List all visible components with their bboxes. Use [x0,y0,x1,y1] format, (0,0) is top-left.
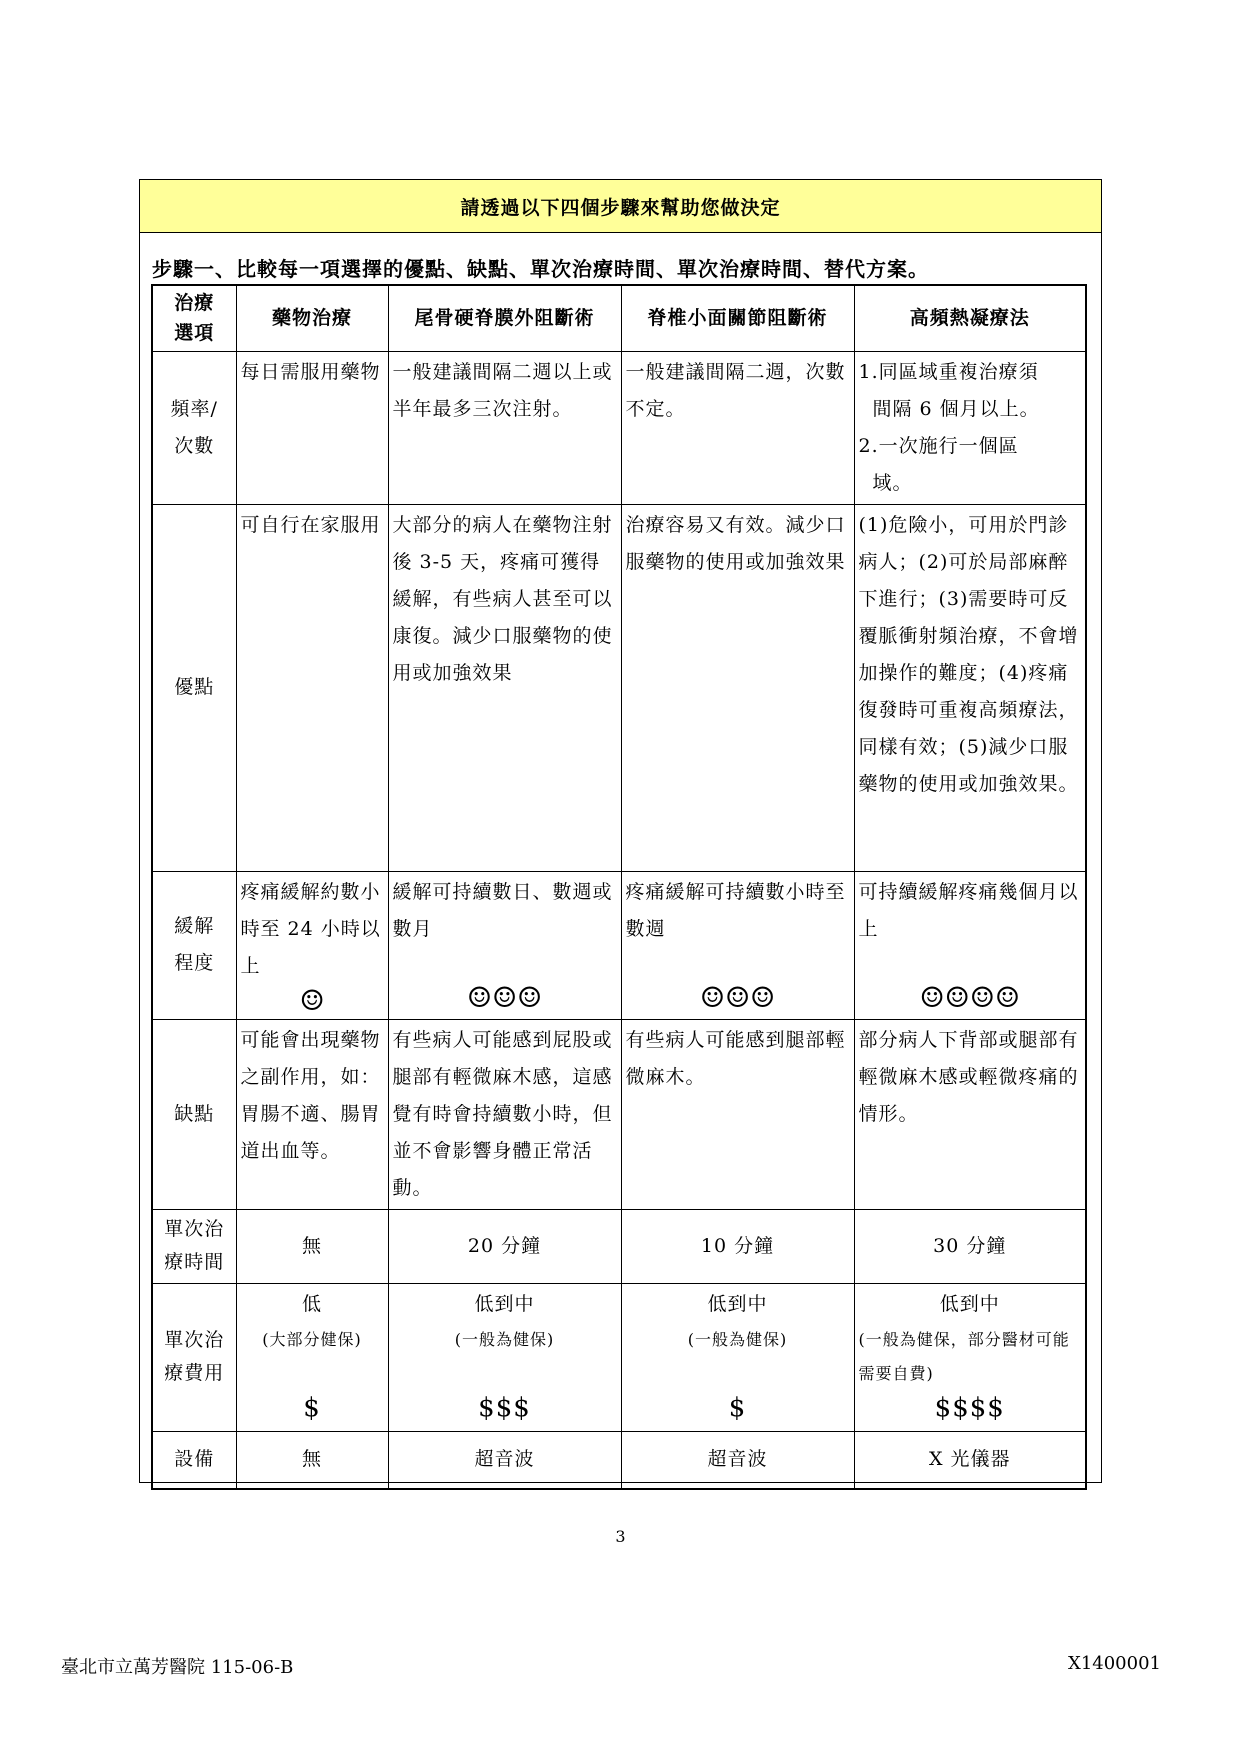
row-relief [152,871,1086,1019]
cost-caudal [388,1283,621,1431]
header-caudal-epidural: 尾骨硬脊膜外阻斷術 [388,285,621,351]
footer-hospital: 臺北市立萬芳醫院 115-06-B [61,1657,294,1678]
row-frequency-label [152,351,236,504]
comparison-table [151,284,1087,1490]
header-row [152,285,1086,351]
time-rf: 30 分鐘 [854,1209,1086,1283]
relief-caudal-smile-icon: ☺☺☺ [466,980,543,1014]
disadvantages-facet: 有些病人可能感到腿部輕微麻木。 [621,1019,854,1209]
relief-facet-text: 疼痛緩解可持續數小時至數週 [625,880,846,940]
row-cost [152,1283,1086,1431]
frequency-caudal: 一般建議間隔二週以上或半年最多三次注射。 [388,351,621,504]
frequency-rf-item2: 2.一次施行一個區 [858,434,1019,457]
advantages-rf: (1)危險小，可用於門診病人；(2)可於局部麻醉下進行；(3)需要時可反覆脈衝射頻治療，不會增加操作的難度；(4)疼痛復發時可重複高頻療法，同樣有效；(5)減少口服藥物的使用或加強效果。 [854,504,1086,871]
header-radiofrequency: 高頻熱凝療法 [854,285,1086,351]
cost-rf-dollar-icon: $$$$ [934,1392,1005,1423]
disadvantages-caudal: 有些病人可能感到屁股或腿部有輕微麻木感，這感覺有時會持續數小時，但並不會影響身體正常活動。 [388,1019,621,1209]
row-equipment-label: 設備 [152,1431,236,1489]
row-frequency [152,351,1086,504]
row-advantages [152,504,1086,871]
cost-medication-note: (大部分健保) [262,1329,362,1349]
cost-facet [621,1283,854,1431]
time-facet: 10 分鐘 [621,1209,854,1283]
cost-caudal-dollar-icon: $$$ [478,1392,531,1423]
relief-medication [236,871,388,1019]
header-facet-block: 脊椎小面關節阻斷術 [621,285,854,351]
header-medication: 藥物治療 [236,285,388,351]
cost-caudal-level: 低到中 [474,1292,535,1315]
row-frequency-label-1: 頻率/ [170,397,218,420]
relief-medication-text: 疼痛緩解約數小時至 24 小時以上 [240,880,381,977]
row-cost-label: 單次治療費用 [152,1283,236,1431]
advantages-caudal: 大部分的病人在藥物注射後 3-5 天，疼痛可獲得緩解，有些病人甚至可以康復。減少口服藥物的使用或加強效果 [388,504,621,871]
advantages-medication: 可自行在家服用 [236,504,388,871]
disadvantages-rf: 部分病人下背部或腿部有輕微麻木感或輕微疼痛的情形。 [854,1019,1086,1209]
frequency-rf-item2b: 域。 [872,471,913,494]
relief-rf [854,871,1086,1019]
equipment-facet: 超音波 [621,1431,854,1489]
frequency-rf-item1: 1.同區域重複治療須 [858,360,1039,383]
frequency-facet: 一般建議間隔二週，次數不定。 [621,351,854,504]
banner-title: 請透過以下四個步驟來幫助您做決定 [140,180,1101,233]
cost-medication-level: 低 [301,1292,322,1315]
cost-medication-dollar-icon: $ [303,1392,321,1423]
decision-frame [139,179,1102,1483]
cost-facet-note: (一般為健保) [687,1329,788,1349]
equipment-medication: 無 [236,1431,388,1489]
relief-facet [621,871,854,1019]
equipment-rf: X 光儀器 [854,1431,1086,1489]
frequency-rf-item1b: 間隔 6 個月以上。 [872,397,1040,420]
equipment-caudal: 超音波 [388,1431,621,1489]
relief-rf-smile-icon: ☺☺☺☺ [919,980,1020,1014]
relief-caudal-text: 緩解可持續數日、數週或數月 [392,880,613,940]
row-advantages-label: 優點 [152,504,236,871]
row-relief-label [152,871,236,1019]
row-relief-label-2: 程度 [174,952,215,974]
header-option [152,285,236,351]
row-disadvantages-label: 缺點 [152,1019,236,1209]
header-option-line2: 選項 [174,322,215,345]
row-disadvantages [152,1019,1086,1209]
cost-rf-level: 低到中 [939,1292,1000,1315]
page-number: 3 [615,1527,626,1546]
footer-doc-id: X1400001 [1068,1653,1161,1674]
step-one-heading: 步驟一、比較每一項選擇的優點、缺點、單次治療時間、單次治療時間、替代方案。 [152,257,929,281]
advantages-facet: 治療容易又有效。減少口服藥物的使用或加強效果 [621,504,854,871]
frequency-rf [854,351,1086,504]
relief-medication-smile-icon: ☺ [299,983,325,1017]
cost-medication [236,1283,388,1431]
relief-rf-text: 可持續緩解疼痛幾個月以上 [858,880,1079,940]
disadvantages-medication: 可能會出現藥物之副作用，如：胃腸不適、腸胃道出血等。 [236,1019,388,1209]
relief-facet-smile-icon: ☺☺☺ [699,980,776,1014]
cost-rf [854,1283,1086,1431]
row-equipment [152,1431,1086,1489]
row-relief-label-1: 緩解 [174,915,215,937]
time-medication: 無 [236,1209,388,1283]
row-time-label: 單次治療時間 [152,1209,236,1283]
cost-facet-level: 低到中 [707,1292,768,1315]
row-time [152,1209,1086,1283]
frequency-medication: 每日需服用藥物 [236,351,388,504]
row-frequency-label-2: 次數 [174,434,215,457]
cost-caudal-note: (一般為健保) [454,1329,555,1349]
relief-caudal [388,871,621,1019]
header-option-line1: 治療 [174,292,215,315]
time-caudal: 20 分鐘 [388,1209,621,1283]
cost-facet-dollar-icon: $ [728,1392,747,1423]
cost-rf-note: (一般為健保，部分醫材可能需要自費) [858,1329,1070,1383]
